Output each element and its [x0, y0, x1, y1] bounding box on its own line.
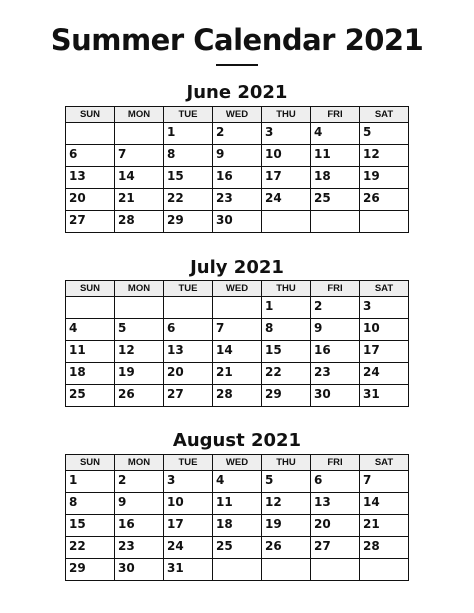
day-cell: 12	[115, 341, 164, 363]
weekday-header: FRI	[311, 107, 360, 123]
day-cell: 10	[262, 145, 311, 167]
day-cell: 29	[66, 559, 115, 581]
day-cell: 5	[262, 471, 311, 493]
week-row	[66, 515, 409, 537]
day-cell: 2	[213, 123, 262, 145]
week-row	[66, 145, 409, 167]
weekday-header: SUN	[66, 107, 115, 123]
weekday-header: SAT	[360, 455, 409, 471]
day-cell: 28	[360, 537, 409, 559]
week-row	[66, 493, 409, 515]
day-cell: 31	[360, 385, 409, 407]
empty-day-cell	[311, 211, 360, 233]
day-cell: 25	[66, 385, 115, 407]
day-cell: 1	[66, 471, 115, 493]
day-cell: 12	[360, 145, 409, 167]
weekday-header: WED	[213, 281, 262, 297]
day-cell: 5	[115, 319, 164, 341]
weekday-header: TUE	[164, 281, 213, 297]
week-row	[66, 319, 409, 341]
day-cell: 30	[115, 559, 164, 581]
day-cell: 29	[164, 211, 213, 233]
day-cell: 27	[311, 537, 360, 559]
day-cell: 9	[213, 145, 262, 167]
week-row	[66, 363, 409, 385]
day-cell: 24	[164, 537, 213, 559]
empty-day-cell	[262, 211, 311, 233]
day-cell: 26	[262, 537, 311, 559]
day-cell: 15	[262, 341, 311, 363]
day-cell: 4	[311, 123, 360, 145]
day-cell: 12	[262, 493, 311, 515]
day-cell: 20	[164, 363, 213, 385]
weekday-header: FRI	[311, 455, 360, 471]
day-cell: 18	[66, 363, 115, 385]
empty-day-cell	[115, 297, 164, 319]
day-cell: 14	[213, 341, 262, 363]
day-cell: 11	[213, 493, 262, 515]
day-cell: 8	[66, 493, 115, 515]
empty-day-cell	[213, 297, 262, 319]
day-cell: 13	[164, 341, 213, 363]
day-cell: 13	[311, 493, 360, 515]
day-cell: 9	[311, 319, 360, 341]
weekday-header: THU	[262, 455, 311, 471]
weekday-header: THU	[262, 107, 311, 123]
weekday-header: MON	[115, 455, 164, 471]
day-cell: 28	[213, 385, 262, 407]
day-cell: 6	[164, 319, 213, 341]
day-cell: 18	[311, 167, 360, 189]
day-cell: 22	[164, 189, 213, 211]
day-cell: 3	[360, 297, 409, 319]
day-cell: 6	[66, 145, 115, 167]
title-underline	[216, 64, 258, 66]
day-cell: 17	[262, 167, 311, 189]
day-cell: 8	[164, 145, 213, 167]
day-cell: 21	[360, 515, 409, 537]
weekday-header: THU	[262, 281, 311, 297]
day-cell: 26	[360, 189, 409, 211]
week-row	[66, 189, 409, 211]
weekday-header: MON	[115, 107, 164, 123]
day-cell: 11	[311, 145, 360, 167]
day-cell: 29	[262, 385, 311, 407]
empty-day-cell	[213, 559, 262, 581]
day-cell: 11	[66, 341, 115, 363]
empty-day-cell	[360, 211, 409, 233]
day-cell: 25	[311, 189, 360, 211]
day-cell: 2	[311, 297, 360, 319]
day-cell: 4	[66, 319, 115, 341]
day-cell: 20	[66, 189, 115, 211]
weekday-header: WED	[213, 455, 262, 471]
day-cell: 7	[115, 145, 164, 167]
weekday-header: SAT	[360, 281, 409, 297]
day-cell: 31	[164, 559, 213, 581]
day-cell: 16	[311, 341, 360, 363]
empty-day-cell	[66, 123, 115, 145]
day-cell: 27	[164, 385, 213, 407]
day-cell: 2	[115, 471, 164, 493]
calendar-august	[65, 454, 409, 581]
empty-day-cell	[164, 297, 213, 319]
day-cell: 5	[360, 123, 409, 145]
day-cell: 24	[262, 189, 311, 211]
weekday-header: TUE	[164, 455, 213, 471]
day-cell: 20	[311, 515, 360, 537]
day-cell: 7	[213, 319, 262, 341]
week-row	[66, 297, 409, 319]
day-cell: 26	[115, 385, 164, 407]
day-cell: 1	[262, 297, 311, 319]
week-row	[66, 341, 409, 363]
weekday-header: SUN	[66, 281, 115, 297]
page-title: Summer Calendar 2021	[50, 23, 424, 57]
weekday-header-row	[66, 107, 409, 123]
month-title-august: August 2021	[172, 430, 302, 451]
day-cell: 13	[66, 167, 115, 189]
empty-day-cell	[360, 559, 409, 581]
day-cell: 16	[213, 167, 262, 189]
day-cell: 1	[164, 123, 213, 145]
day-cell: 15	[66, 515, 115, 537]
empty-day-cell	[311, 559, 360, 581]
day-cell: 27	[66, 211, 115, 233]
week-row	[66, 471, 409, 493]
day-cell: 10	[164, 493, 213, 515]
weekday-header: SUN	[66, 455, 115, 471]
day-cell: 21	[115, 189, 164, 211]
day-cell: 30	[311, 385, 360, 407]
day-cell: 4	[213, 471, 262, 493]
day-cell: 3	[262, 123, 311, 145]
empty-day-cell	[115, 123, 164, 145]
day-cell: 23	[115, 537, 164, 559]
day-cell: 18	[213, 515, 262, 537]
weekday-header: WED	[213, 107, 262, 123]
day-cell: 23	[213, 189, 262, 211]
day-cell: 19	[115, 363, 164, 385]
week-row	[66, 559, 409, 581]
weekday-header: MON	[115, 281, 164, 297]
day-cell: 23	[311, 363, 360, 385]
month-title-july: July 2021	[190, 257, 284, 278]
day-cell: 24	[360, 363, 409, 385]
day-cell: 22	[66, 537, 115, 559]
day-cell: 3	[164, 471, 213, 493]
day-cell: 9	[115, 493, 164, 515]
day-cell: 25	[213, 537, 262, 559]
day-cell: 28	[115, 211, 164, 233]
weekday-header: TUE	[164, 107, 213, 123]
day-cell: 30	[213, 211, 262, 233]
week-row	[66, 123, 409, 145]
weekday-header: SAT	[360, 107, 409, 123]
day-cell: 19	[262, 515, 311, 537]
month-title-june: June 2021	[186, 82, 288, 103]
day-cell: 14	[115, 167, 164, 189]
week-row	[66, 385, 409, 407]
day-cell: 17	[360, 341, 409, 363]
week-row	[66, 211, 409, 233]
empty-day-cell	[66, 297, 115, 319]
weekday-header-row	[66, 455, 409, 471]
day-cell: 22	[262, 363, 311, 385]
empty-day-cell	[262, 559, 311, 581]
day-cell: 10	[360, 319, 409, 341]
weekday-header-row	[66, 281, 409, 297]
calendar-june	[65, 106, 409, 233]
day-cell: 15	[164, 167, 213, 189]
weekday-header: FRI	[311, 281, 360, 297]
day-cell: 14	[360, 493, 409, 515]
week-row	[66, 537, 409, 559]
day-cell: 19	[360, 167, 409, 189]
day-cell: 8	[262, 319, 311, 341]
day-cell: 6	[311, 471, 360, 493]
calendar-july	[65, 280, 409, 407]
day-cell: 21	[213, 363, 262, 385]
day-cell: 17	[164, 515, 213, 537]
week-row	[66, 167, 409, 189]
day-cell: 16	[115, 515, 164, 537]
day-cell: 7	[360, 471, 409, 493]
